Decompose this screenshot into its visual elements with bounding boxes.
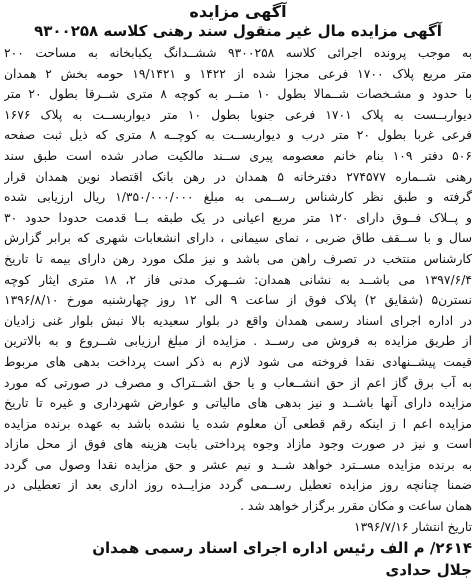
body-line: فرعی غربا بطول ۲۰ متر درب و دیواربســت به کوچــه ۸ متری که ذیل ثبت صفحه bbox=[4, 128, 472, 143]
body-line: سال و با ســقف طاق ضربی ، نمای سیمانی ، دارای انشعابات شهری که برابر گزارش bbox=[4, 231, 472, 246]
publish-date: تاریخ انتشار ۱۳۹۶/۷/۱۶ bbox=[353, 519, 472, 534]
body-line: با حدود و مشـخصات شــمالا بطول ۱۰ متــر به کوچه ۸ متری شــرقا بطول ۲۰ متر bbox=[4, 87, 472, 102]
notice-title: آگهی مزایده bbox=[189, 2, 287, 21]
body-line: و پــلاک فــوق دارای ۱۲۰ متر مربع اعیانی در یک طبقه بــا قدمت حدودا حدود ۳۰ bbox=[4, 210, 472, 225]
body-line: به آب برق گاز اعم از حق انشــعاب و یا حق اشــتراک و مصرف در صورتی که مورد bbox=[4, 375, 472, 390]
body-line: است و نیز در صورت وجود مازاد وجوه پرداختی بابت هزینه های فوق از محل مازاد bbox=[4, 437, 472, 452]
body-line: قیمت پیشــنهادی نقدا فروخته می شود لازم به ذکر است پرداخت بدهی های مربوط bbox=[4, 354, 472, 369]
signature-name: جلال حدادی bbox=[385, 560, 472, 579]
body-line: به برنده مزایده مســترد خواهد شــد و نیم عشر و حق مزایده نقدا وصول می گردد bbox=[4, 457, 472, 472]
signature-title: ۲۶۱۴/ م الف رئیس اداره اجرای اسناد رسمی همدان bbox=[92, 538, 472, 557]
body-line: به موجب پرونده اجرائی کلاسه ۹۳۰۰۲۵۸ ششــدانگ یکبابخانه به مساحت ۲۰۰ bbox=[4, 46, 472, 60]
body-line: ضمنا چنانچه روز مزایده تعطیل رســمی گردد مزایــده روز اداری بعد از تعطیلی در bbox=[4, 478, 472, 493]
body-line: نسترن۵ (شقایق ۲) پلاک فوق از ساعت ۹ الی ۱۲ روز چهارشنبه مورخ ۱۳۹۶/۸/۱۰ bbox=[4, 293, 472, 308]
notice-body bbox=[4, 43, 472, 517]
body-line: گرفته و طبق نظر کارشناس رســمی به مبلغ ۱/۳۵۰/۰۰۰/۰۰۰ ریال ارزیابی شده bbox=[4, 190, 472, 205]
body-line: ۱۳۹۷/۶/۴ می باشــد به نشانی همدان: شــهرک مدنی فاز ۲، ۱۸ متری ایثار کوچه bbox=[4, 272, 472, 287]
body-line: متر مربع پلاک ۱۷۰۰ فرعی مجزا شده از ۱۴۲۲ و ۱۹/۱۴۲۱ حومه بخش ۲ همدان bbox=[4, 66, 472, 81]
body-line: مزایده دارای آنها باشــد و نیز بدهی های مالیاتی و عوارض شهرداری و غیره تا تاریخ bbox=[4, 396, 472, 411]
auction-notice bbox=[4, 2, 472, 579]
body-line: رهنی شــماره ۲۷۴۵۷۷ دفترخانه ۵ همدان در رهن بانک اقتصاد نوین همدان قرار bbox=[4, 169, 472, 184]
body-line: از طریق مزایده به فروش می رســد . مزایده از مبلغ ارزیابی شــروع و به بالاترین bbox=[4, 334, 472, 349]
body-line: در اداره اجرای اسناد رسمی همدان واقع در بلوار سعیدیه بالا نبش بلوار غنی زادیان bbox=[4, 313, 472, 328]
body-line: دیواربــست به پلاک ۱۷۰۱ فرعی جنوبا بطول ۱۰ متر دیواربســت به پلاک ۱۶۷۶ bbox=[4, 107, 472, 122]
notice-subtitle: آگهی مزایده مال غیر منقول سند رهنی کلاسه ۹۳۰۰۲۵۸ bbox=[34, 22, 442, 40]
body-line: ۵۰۶ دفتر ۱۰۹ بنام خانم معصومه پیری ســند مالکیت صادر شده است طبق سند bbox=[4, 148, 472, 163]
body-line: مزایده اعم ا ز اینکه رقم قطعی آن معلوم شده یا نشده باشد به عهده برنده مزایده bbox=[4, 416, 472, 431]
body-line: همان ساعت و مکان مقرر برگزار خواهد شد . bbox=[240, 499, 472, 514]
body-line: کارشناس منتخب در تصرف راهن می باشد و نیز ملک مورد رهن دارای بیمه تا تاریخ bbox=[4, 251, 472, 266]
